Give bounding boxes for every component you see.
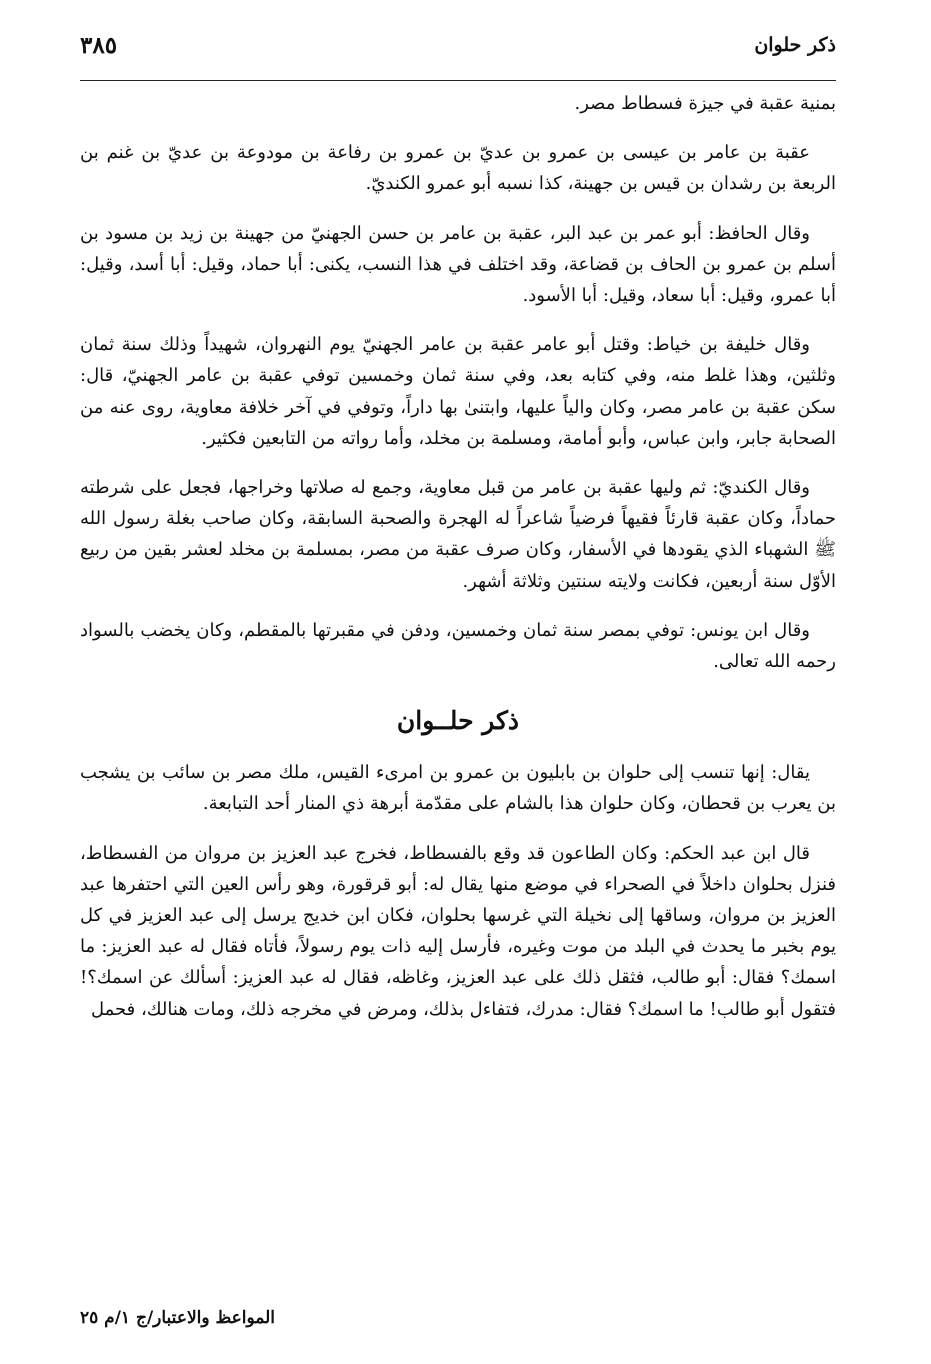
paragraph-continuation: بمنية عقبة في جيزة فسطاط مصر.	[574, 93, 836, 114]
paragraph: يقال: إنها تنسب إلى حلوان بن بابليون بن عمرو بن امرىء القيس، ملك مصر بن سائب بن يشجب بن يعرب بن قحطان، وكان حلوان هذا بالشام على مقدّمة أبرهة ذي المنار أحد التبابعة.	[80, 762, 836, 815]
paragraph: وقال الحافظ: أبو عمر بن عبد البر، عقبة بن عامر بن حسن الجهنيّ من جهينة بن زيد بن مسود بن أسلم بن عمرو بن الحاف بن قضاعة، وقد اختلف في هذا النسب، يكنى: أبا حماد، وقيل: أبا أسد، وقيل: أبا عمرو، وقيل: أبا سعاد، وقيل: أبا الأسود.	[80, 222, 836, 307]
paragraph: قال ابن عبد الحكم: وكان الطاعون قد وقع بالفسطاط، فخرج عبد العزيز بن مروان من الفسطاط، فنزل بحلوان داخلاً في الصحراء في موضع منها يقال له: أبو قرقورة، وهو رأس العين التي احتفرها عبد العزيز بن مروان، وساقها إلى نخيلة التي غرسها بحلوان، فكان ابن خديج يرسل إلى عبد العزيز في كل يوم بخبر ما يحدث في البلد من موت وغيره، فأرسل إليه ذات يوم رسولاً، فأتاه فقال له عبد العزيز: ما اسمك؟ فقال: أبو طالب، فثقل ذلك على عبد العزيز، وغاظه، فقال له عبد العزيز: أسألك عن اسمك؟! فتقول أبو طالب! ما اسمك؟ فقال: مدرك، فتفاءل بذلك، ومرض في مخرجه ذلك، ومات هنالك، فحمل	[80, 842, 836, 1020]
header-rule	[80, 80, 836, 81]
footer-signature: المواعظ والاعتبار/ج ١/م ٢٥	[80, 1308, 276, 1328]
paragraph: عقبة بن عامر بن عيسى بن عمرو بن عديّ بن عمرو بن رفاعة بن مودوعة بن عديّ بن غنم بن الربعة بن رشدان بن قيس بن جهينة، كذا نسبه أبو عمرو الكنديّ.	[80, 142, 836, 195]
section-heading: ذكر حلــوان	[396, 706, 520, 736]
paragraph: وقال الكنديّ: ثم وليها عقبة بن عامر من قبل معاوية، وجمع له صلاتها وخراجها، فجعل على شرطته حماداً، وكان عقبة قارئاً فقيهاً فرضياً شاعراً له الهجرة والصحبة السابقة، وكان صاحب بغلة رسول الله ﷺ الشهباء الذي يقودها في الأسفار، وكان صرف عقبة من مصر، بمسلمة بن مخلد لعشر بقين من ربيع الأوّل سنة أربعين، فكانت ولايته سنتين وثلاثة أشهر.	[80, 477, 836, 592]
page-body	[80, 88, 836, 1043]
running-title: ذكر حلوان	[754, 34, 836, 56]
paragraph: وقال خليفة بن خياط: وقتل أبو عامر عقبة بن عامر الجهنيّ يوم النهروان، شهيداً وذلك سنة ثمان وثلثين، وهذا غلط منه، وفي كتابه بعد، وفي سنة ثمان وخمسين توفي عقبة بن عامر الجهنيّ، قال: سكن عقبة بن عامر مصر، وكان والياً عليها، وابتنىٰ بها داراً، وتوفي في آخر خلافة معاوية، روى عنه من الصحابة جابر، وابن عباس، وأبو أمامة، ومسلمة بن مخلد، وأما رواته من التابعين فكثير.	[80, 334, 836, 449]
page-header	[80, 32, 836, 66]
page-number: ٣٨٥	[80, 32, 118, 59]
paragraph: وقال ابن يونس: توفي بمصر سنة ثمان وخمسين، ودفن في مقبرتها بالمقطم، وكان يخضب بالسواد رحمه الله تعالى.	[80, 619, 836, 673]
